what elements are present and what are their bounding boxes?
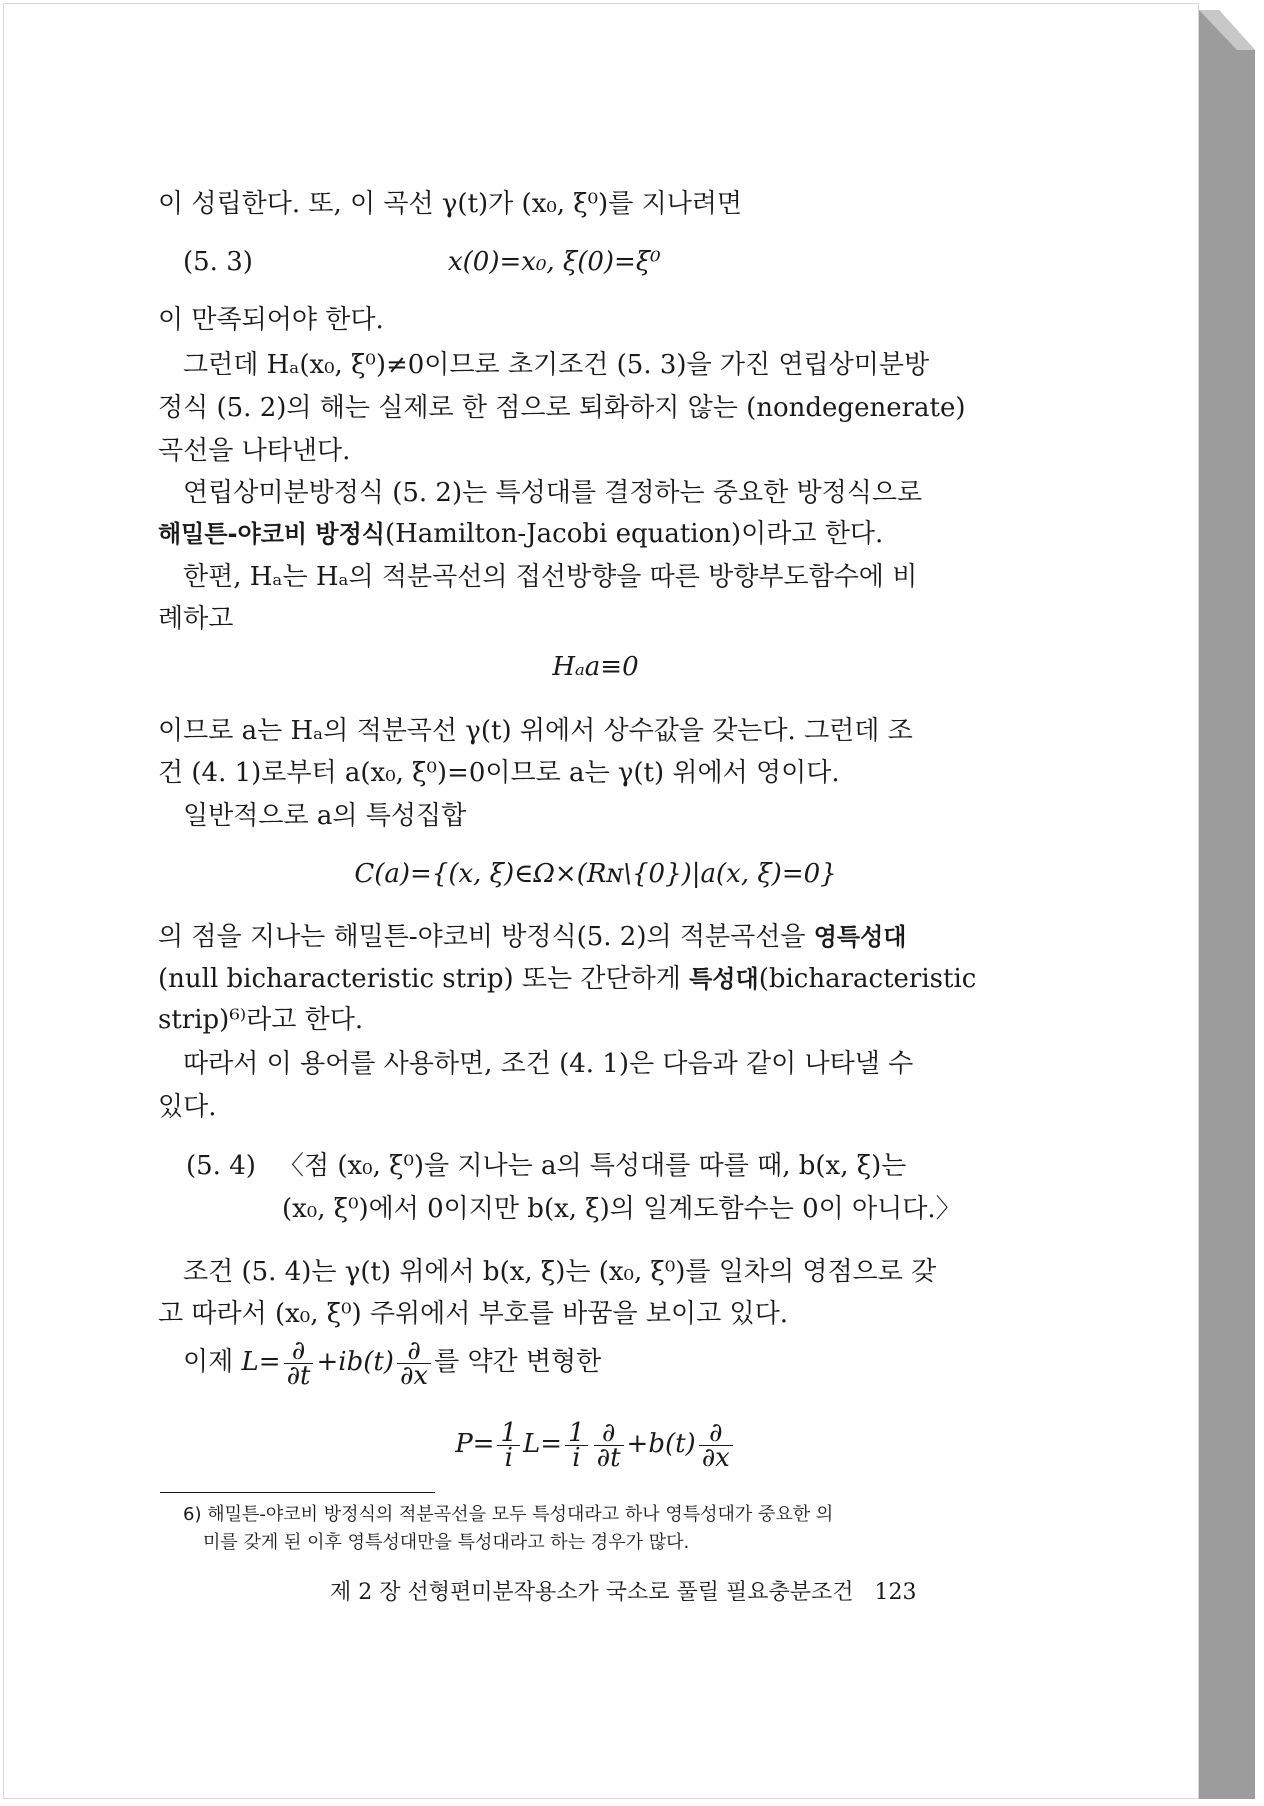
text-line: 례하고 <box>158 604 234 634</box>
equation: x(0)=x₀, ξ(0)=ξ⁰ <box>448 247 661 277</box>
text-line: 건 (4. 1)로부터 a(x₀, ξ⁰)=0이므로 a는 γ(t) 위에서 영이다. <box>158 758 840 788</box>
chapter-title: 제 2 장 선형편미분작용소가 국소로 풀릴 필요충분조건 <box>330 1580 854 1605</box>
text-line: 이 성립한다. 또, 이 곡선 γ(t)가 (x₀, ξ⁰)를 지나려면 <box>158 189 743 219</box>
fraction <box>565 1417 588 1473</box>
fraction-numerator: ∂ <box>699 1421 733 1446</box>
text-line: strip)⁶⁾라고 한다. <box>158 1005 364 1035</box>
fraction-numerator: 1 <box>565 1421 588 1446</box>
term-bold: 해밀튼-야코비 방정식 <box>158 520 385 548</box>
equation <box>158 1417 1033 1473</box>
fraction-denominator: ∂t <box>596 1442 621 1473</box>
fraction-numerator: 1 <box>497 1421 520 1446</box>
footnote-line: 미를 갖게 된 이후 영특성대만을 특성대라고 하는 경우가 많다. <box>203 1532 690 1553</box>
fraction-denominator: i <box>504 1442 513 1473</box>
text-line: 이 만족되어야 한다. <box>158 305 384 335</box>
fraction-denominator: ∂t <box>286 1360 311 1391</box>
text-span: 의 점을 지나는 해밀튼-야코비 방정식(5. 2)의 적분곡선을 <box>158 922 806 952</box>
text-line <box>158 963 976 995</box>
text-line: 이므로 a는 Hₐ의 적분곡선 γ(t) 위에서 상수값을 갖는다. 그런데 조 <box>158 716 913 746</box>
math-span: +ib(t) <box>316 1347 394 1377</box>
text-line: 한편, Hₐ는 Hₐ의 적분곡선의 접선방향을 따른 방향부도함수에 비 <box>183 562 918 592</box>
fraction <box>284 1335 314 1391</box>
page-number: 123 <box>874 1580 917 1605</box>
fraction <box>699 1417 733 1473</box>
text-line: 따라서 이 용어를 사용하면, 조건 (4. 1)은 다음과 같이 나타낼 수 <box>183 1049 914 1079</box>
page-edge-shadow <box>1199 10 1259 1799</box>
fraction-denominator: i <box>572 1442 581 1473</box>
text-line: 있다. <box>158 1092 217 1122</box>
text-line <box>183 1335 602 1391</box>
math-span: L= <box>241 1347 281 1377</box>
equation-label: (5. 3) <box>183 247 253 277</box>
fraction <box>594 1417 624 1473</box>
text-span: (Hamilton-Jacobi equation)이라고 한다. <box>384 519 884 549</box>
term-bold: 영특성대 <box>813 923 907 951</box>
equation: Hₐa≡0 <box>552 652 639 682</box>
text-line: 일반적으로 a의 특성집합 <box>183 801 467 831</box>
math-span: P= <box>455 1429 495 1459</box>
fraction-numerator: ∂ <box>397 1339 431 1364</box>
text-line <box>158 921 906 953</box>
fraction <box>497 1417 520 1473</box>
math-span: +b(t) <box>626 1429 696 1459</box>
text-line: 그런데 Hₐ(x₀, ξ⁰)≠0이므로 초기조건 (5. 3)을 가진 연립상미분방 <box>183 350 930 380</box>
fraction-denominator: ∂x <box>701 1442 730 1473</box>
equation: C(a)={(x, ξ)∈Ω×(Rɴ\{0})|a(x, ξ)=0} <box>354 859 837 889</box>
running-footer <box>330 1578 917 1608</box>
text-span: (null bicharacteristic strip) 또는 간단하게 <box>158 964 681 994</box>
text-line: 곡선을 나타낸다. <box>158 436 351 466</box>
equation-text: 〈점 (x₀, ξ⁰)을 지나는 a의 특성대를 따를 때, b(x, ξ)는 <box>278 1151 907 1181</box>
text-line: 조건 (5. 4)는 γ(t) 위에서 b(x, ξ)는 (x₀, ξ⁰)를 일차의 영점으로 갖 <box>183 1257 937 1287</box>
text-line <box>158 518 883 550</box>
text-line: 고 따라서 (x₀, ξ⁰) 주위에서 부호를 바꿈을 보이고 있다. <box>158 1299 788 1329</box>
fraction-numerator: ∂ <box>284 1339 314 1364</box>
term-bold: 특성대 <box>689 965 759 993</box>
text-span: (bicharacteristic <box>758 964 977 994</box>
footnote-line: 6) 해밀튼-야코비 방정식의 적분곡선을 모두 특성대라고 하나 영특성대가 중요한 의 <box>183 1504 834 1525</box>
fraction <box>397 1335 431 1391</box>
math-span: L= <box>523 1429 563 1459</box>
footnote-rule <box>160 1492 435 1493</box>
text-line: 정식 (5. 2)의 해는 실제로 한 점으로 퇴화하지 않는 (nondegenerate) <box>158 393 966 423</box>
fraction-denominator: ∂x <box>399 1360 429 1391</box>
text-span: 를 약간 변형한 <box>434 1347 602 1377</box>
text-line: 연립상미분방정식 (5. 2)는 특성대를 결정하는 중요한 방정식으로 <box>183 478 923 508</box>
equation-text: (x₀, ξ⁰)에서 0이지만 b(x, ξ)의 일계도함수는 0이 아니다.〉 <box>282 1194 962 1224</box>
text-span: 이제 <box>183 1347 234 1377</box>
equation-label: (5. 4) <box>186 1151 256 1181</box>
fraction-numerator: ∂ <box>594 1421 624 1446</box>
